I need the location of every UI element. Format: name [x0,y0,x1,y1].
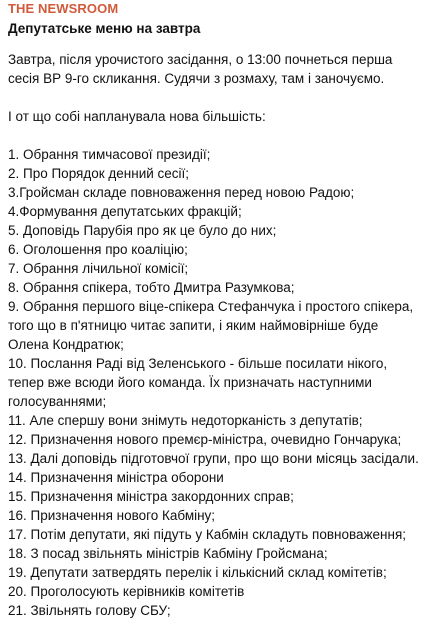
list-item: 17. Потім депутати, які підуть у Кабмін складуть повноваження; [8,527,407,542]
list-item: 10. Послання Раді від Зеленського - більше посилати нікого, тепер вже всюди його команда. Їх призначать наступними голосуваннями; [8,356,388,409]
list-item: 3.Гройсман складе повноваження перед новою Радою; [8,185,355,200]
list-item: 16. Призначення нового Кабміну; [8,508,216,523]
list-item: 11. Але спершу вони знімуть недоторканість з депутатів; [8,413,363,428]
list-item: 20. Проголосують керівників комітетів [8,584,245,599]
list-item: 7. Обрання лічильної комісії; [8,261,189,276]
list-item: 14. Призначення міністра оборони [8,470,224,485]
channel-post [8,0,422,636]
list-item: 13. Далі доповідь підготовчої групи, про що вони місяць засідали. [8,451,419,466]
list-item: 18. З посад звільнять міністрів Кабміну Гройсмана; [8,546,328,561]
list-item: 1. Обрання тимчасової президії; [8,147,211,162]
post-title: Депутатське меню на завтра [8,21,201,36]
list-item: 5. Доповідь Парубія про як це було до них; [8,223,277,238]
list-item: 4.Формування депутатських фракцій; [8,204,242,219]
list-item: 21. Звільнять голову СБУ; [8,603,171,618]
list-item: 8. Обрання спікера, тобто Дмитра Разумкова; [8,280,295,295]
post-sub-intro: І от що собі напланувала нова більшість: [8,109,266,124]
list-item: 2. Про Порядок денний сесії; [8,166,190,181]
list-item: 12. Призначення нового премєр-міністра, очевидно Гончарука; [8,432,402,447]
list-item: 9. Обрання першого віце-спікера Стефанчука і простого спікера, того що в п'ятницю читає запити, і яким наймовірніше буде Олена Кондратюк; [8,299,414,352]
list-item: 19. Депутати затвердять перелік і кількісний склад комітетів; [8,565,387,580]
post-intro: Завтра, після урочистого засідання, о 13:00 почнеться перша сесія ВР 9-го скликання. Судячи з розмаху, там і заночуємо. [8,52,393,86]
agenda-list [8,145,422,620]
list-item: 6. Оголошення про коаліцію; [8,242,188,257]
channel-name[interactable]: THE NEWSROOM [8,1,119,16]
list-item: 15. Призначення міністра закордонних справ; [8,489,294,504]
